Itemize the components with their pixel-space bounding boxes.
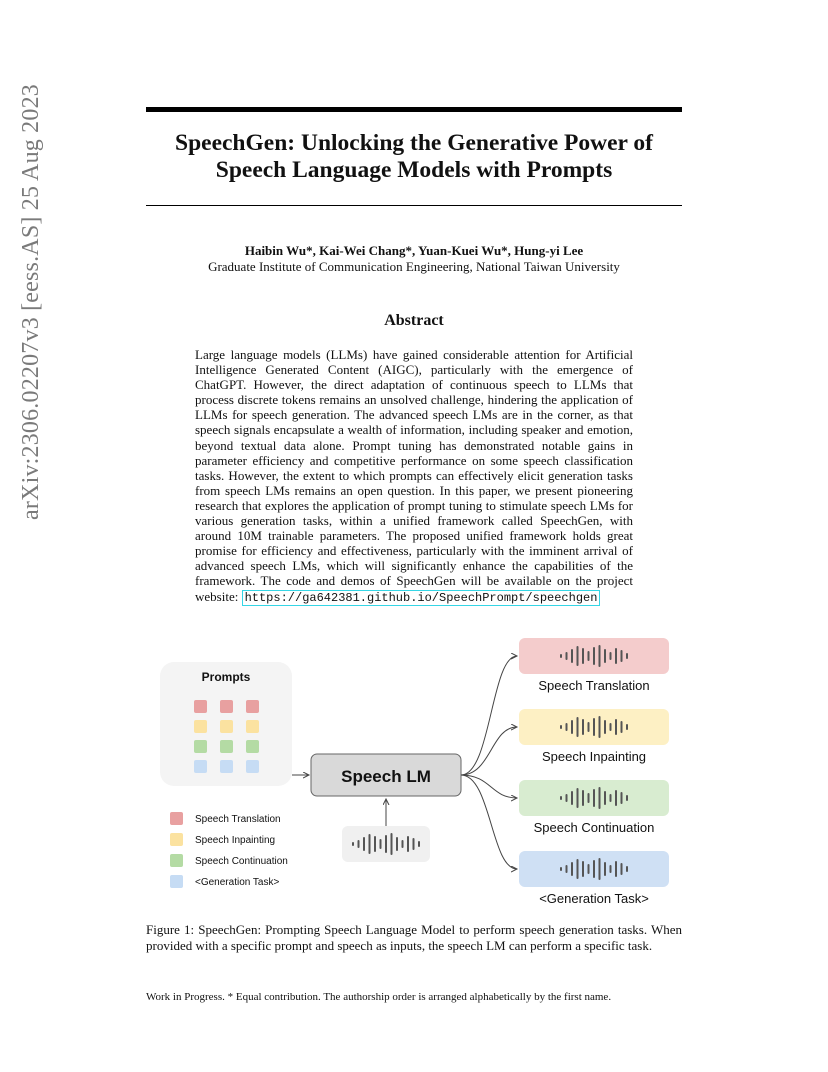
abstract-heading: Abstract [384, 312, 444, 329]
legend-label: Speech Inpainting [195, 835, 276, 846]
waveform-bar [385, 835, 387, 853]
output-arrows [461, 656, 517, 869]
prompt-token [246, 740, 259, 753]
waveform-bar [615, 648, 617, 664]
figure-caption: Figure 1: SpeechGen: Prompting Speech Language Model to perform speech generation tasks. When provided with a specific prompt and speech as inputs, the speech LM can perform a specific task. [146, 922, 682, 953]
output-tasks [519, 638, 669, 906]
output-task-label: Speech Continuation [533, 820, 655, 835]
output-task-item [519, 709, 669, 764]
waveform-bar [571, 862, 573, 876]
waveform-bar [588, 722, 590, 732]
abstract-text: Large language models (LLMs) have gained considerable attention for Artificial Intelligence Generated Content (AIGC), particularly with the emergence of ChatGPT. However, the direct adaptation of continuous speech to LLMs that process discrete tokens remains an unsolved challenge, hindering the application of LLMs for speech generation. The advanced speech LMs are in the corner, as that speech signals encapsulate a wealth of information, including speaker and emotion, beyond textual data alone. Prompt tuning has demonstrated notable gains in parameter efficiency and competitive performance on some speech classification tasks. However, the extent to which prompts can effectively elicit generation tasks from speech LMs remains an open question. In this paper, we present pioneering research that explores the application of prompt tuning to stimulate speech LMs for various generation tasks, within a unified framework called SpeechGen, with around 10M trainable parameters. The proposed unified framework holds great promise for efficiency and effectiveness, particularly with the imminent arrival of advanced speech LMs, which will significantly enhance the capabilities of the framework. The code and demos of SpeechGen will be available on the project website: [195, 347, 633, 604]
output-task-label: Speech Inpainting [541, 749, 647, 764]
waveform-bar [352, 842, 354, 846]
task-legend [170, 812, 288, 888]
prompt-token [246, 720, 259, 733]
waveform-bar [593, 789, 595, 807]
waveform-bar [610, 652, 612, 660]
waveform-bar [566, 652, 568, 660]
prompt-token [246, 760, 259, 773]
affiliation: Graduate Institute of Communication Engineering, National Taiwan University [208, 259, 620, 274]
waveform-bar [571, 649, 573, 663]
waveform-bar [604, 862, 606, 876]
waveform-bar [582, 719, 584, 735]
legend-swatch [170, 812, 183, 825]
waveform-bar [610, 865, 612, 873]
waveform-bar [560, 725, 562, 729]
waveform-bar [588, 864, 590, 874]
waveform-bar [413, 838, 415, 850]
output-task-item [519, 638, 669, 693]
title-rule [146, 205, 682, 206]
waveform-bar [599, 858, 601, 880]
waveform-bar [560, 654, 562, 658]
abstract-body [195, 347, 633, 606]
speech-lm-label: Speech LM [341, 767, 431, 786]
waveform-bar [358, 840, 360, 848]
arxiv-identifier: arXiv:2306.02207v3 [eess.AS] 25 Aug 2023 [18, 84, 44, 520]
waveform-bar [577, 788, 579, 808]
output-arrow [461, 656, 517, 775]
prompt-token [220, 740, 233, 753]
waveform-bar [610, 794, 612, 802]
figure-1-diagram [146, 630, 682, 910]
waveform-bar [621, 650, 623, 662]
prompts-label: Prompts [201, 670, 251, 684]
waveform-bar [615, 790, 617, 806]
output-task-label: Speech Translation [538, 678, 650, 693]
waveform-bar [577, 717, 579, 737]
paper-title [146, 130, 682, 184]
footnote: Work in Progress. * Equal contribution. The authorship order is arranged alphabetically by the first name. [146, 991, 612, 1003]
title-line-2: Speech Language Models with Prompts [215, 157, 613, 183]
waveform-bar [560, 867, 562, 871]
legend-label: Speech Continuation [195, 856, 288, 867]
waveform-bar [571, 791, 573, 805]
waveform-bar [582, 861, 584, 877]
project-url-link[interactable]: https://ga642381.github.io/SpeechPrompt/speechgen [242, 590, 601, 606]
waveform-bar [577, 646, 579, 666]
waveform-bar [418, 841, 420, 847]
author-list: Haibin Wu*, Kai-Wei Chang*, Yuan-Kuei Wu*, Hung-yi Lee [244, 243, 584, 258]
prompt-token [194, 760, 207, 773]
prompt-token [194, 740, 207, 753]
waveform-bar [571, 720, 573, 734]
legend-swatch [170, 875, 183, 888]
legend-label: <Generation Task> [195, 877, 280, 888]
waveform-bar [593, 718, 595, 736]
waveform-bar [582, 790, 584, 806]
waveform-bar [626, 795, 628, 801]
waveform-bar [604, 649, 606, 663]
output-task-item [519, 851, 669, 906]
waveform-bar [588, 793, 590, 803]
waveform-bar [599, 787, 601, 809]
waveform-bar [588, 651, 590, 661]
prompt-token [246, 700, 259, 713]
waveform-bar [621, 792, 623, 804]
prompt-token [194, 720, 207, 733]
waveform-bar [615, 861, 617, 877]
output-arrow [461, 775, 517, 869]
waveform-bar [566, 723, 568, 731]
legend-swatch [170, 833, 183, 846]
waveform-bar [626, 653, 628, 659]
waveform-bar [604, 791, 606, 805]
waveform-bar [626, 866, 628, 872]
waveform-bar [582, 648, 584, 664]
waveform-bar [626, 724, 628, 730]
title-line-1: SpeechGen: Unlocking the Generative Power of [175, 130, 653, 156]
waveform-bar [407, 836, 409, 852]
waveform-bar [363, 837, 365, 851]
waveform-bar [599, 716, 601, 738]
waveform-bar [380, 839, 382, 849]
waveform-bar [566, 865, 568, 873]
legend-swatch [170, 854, 183, 867]
waveform-bar [604, 720, 606, 734]
output-task-item [519, 780, 669, 835]
prompt-token [220, 760, 233, 773]
waveform-bar [593, 860, 595, 878]
output-arrow [461, 727, 517, 775]
waveform-bar [566, 794, 568, 802]
legend-label: Speech Translation [195, 814, 281, 825]
waveform-bar [593, 647, 595, 665]
waveform-bar [369, 834, 371, 854]
waveform-bar [402, 840, 404, 848]
waveform-bar [621, 721, 623, 733]
waveform-bar [560, 796, 562, 800]
waveform-bar [621, 863, 623, 875]
waveform-bar [577, 859, 579, 879]
waveform-bar [391, 833, 393, 855]
output-task-label: <Generation Task> [539, 891, 649, 906]
waveform-bar [396, 837, 398, 851]
waveform-bar [374, 836, 376, 852]
waveform-bar [599, 645, 601, 667]
waveform-bar [615, 719, 617, 735]
prompt-token [194, 700, 207, 713]
prompt-token [220, 700, 233, 713]
top-rule [146, 107, 682, 112]
waveform-bar [610, 723, 612, 731]
prompt-token [220, 720, 233, 733]
